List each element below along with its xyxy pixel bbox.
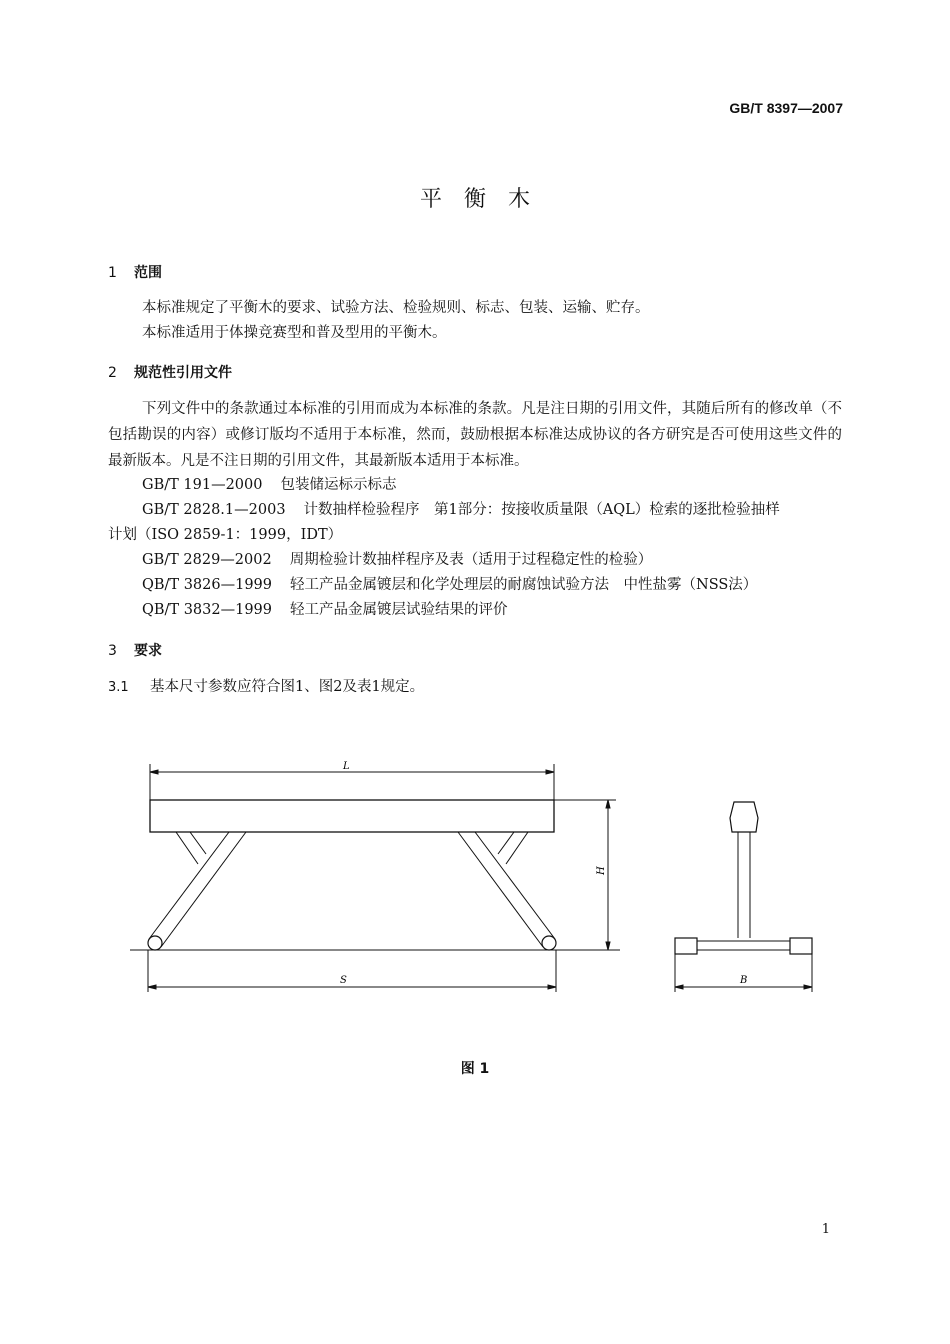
arrow-icon (804, 985, 812, 989)
reference-continuation: 计划（ISO 2859-1：1999，IDT） (108, 527, 343, 543)
page-number: 1 (821, 1222, 830, 1237)
arrow-icon (606, 942, 610, 950)
reference-item (142, 547, 652, 573)
reference-item (142, 597, 508, 623)
side-foot-left (675, 938, 697, 954)
figure-1-drawing (0, 740, 950, 1010)
section-2-heading (108, 362, 232, 382)
arrow-icon (675, 985, 683, 989)
left-leg (161, 832, 246, 947)
normative-intro: 下列文件中的条款通过本标准的引用而成为本标准的条款。凡是注日期的引用文件，其随后所有的修改单（不包括勘误的内容）或修订版均不适用于本标准，然而，鼓励根据本标准达成协议的各方研究是否可使用这些文件的最新版本。凡是不注日期的引用文件，其最新版本适用于本标准。 (108, 401, 842, 469)
reference-item (142, 472, 396, 498)
arrow-icon (546, 770, 554, 774)
section-3-heading (108, 640, 162, 660)
left-brace (190, 832, 206, 854)
clause-number: 3.1 (108, 680, 129, 695)
right-brace (506, 832, 528, 864)
left-brace (176, 832, 198, 864)
reference-item (142, 497, 780, 523)
right-foot (542, 936, 556, 950)
reference-title: 包装储运标示标志 (280, 477, 397, 493)
label-span: S (340, 975, 347, 986)
reference-code: GB/T 2828.1—2003 (142, 502, 286, 518)
figure-caption: 图 1 (460, 1061, 490, 1077)
standard-code: GB/T 8397—2007 (729, 100, 843, 116)
clause-3-1 (108, 674, 424, 701)
section-number: 2 (108, 365, 117, 381)
right-leg (475, 832, 555, 939)
section-number: 3 (108, 643, 117, 659)
arrow-icon (148, 985, 156, 989)
arrow-icon (606, 800, 610, 808)
document-title: 平衡木 (419, 187, 552, 212)
section-title: 规范性引用文件 (134, 365, 232, 381)
arrow-icon (548, 985, 556, 989)
right-brace (498, 832, 514, 854)
reference-title: 轻工产品金属镀层试验结果的评价 (290, 602, 508, 618)
reference-code: QB/T 3832—1999 (142, 602, 273, 618)
clause-text: 基本尺寸参数应符合图1、图2及表1规定。 (150, 679, 425, 695)
section-number: 1 (108, 265, 117, 281)
reference-title: 周期检验计数抽样程序及表（适用于过程稳定性的检验） (289, 552, 653, 568)
reference-title: 计数抽样检验程序 第1部分：按接收质量限（AQL）检索的逐批检验抽样 (303, 502, 780, 518)
side-beam-profile (730, 802, 758, 832)
left-leg (149, 832, 229, 939)
section-title: 范围 (134, 265, 162, 281)
reference-item (142, 572, 757, 598)
label-base-width: B (740, 975, 748, 986)
label-height: H (596, 866, 607, 875)
section-title: 要求 (134, 643, 162, 659)
reference-title: 轻工产品金属镀层和化学处理层的耐腐蚀试验方法 中性盐雾（NSS法） (290, 577, 758, 593)
scope-paragraph-1: 本标准规定了平衡木的要求、试验方法、检验规则、标志、包装、运输、贮存。 (142, 300, 650, 316)
left-foot (148, 936, 162, 950)
reference-code: GB/T 191—2000 (142, 477, 263, 493)
side-foot-right (790, 938, 812, 954)
section-1-heading (108, 262, 162, 282)
scope-paragraph-2: 本标准适用于体操竞赛型和普及型用的平衡木。 (142, 325, 447, 341)
beam-body (150, 800, 554, 832)
right-leg (458, 832, 543, 947)
reference-code: QB/T 3826—1999 (142, 577, 273, 593)
reference-code: GB/T 2829—2002 (142, 552, 272, 568)
label-length: L (343, 761, 350, 772)
arrow-icon (150, 770, 158, 774)
